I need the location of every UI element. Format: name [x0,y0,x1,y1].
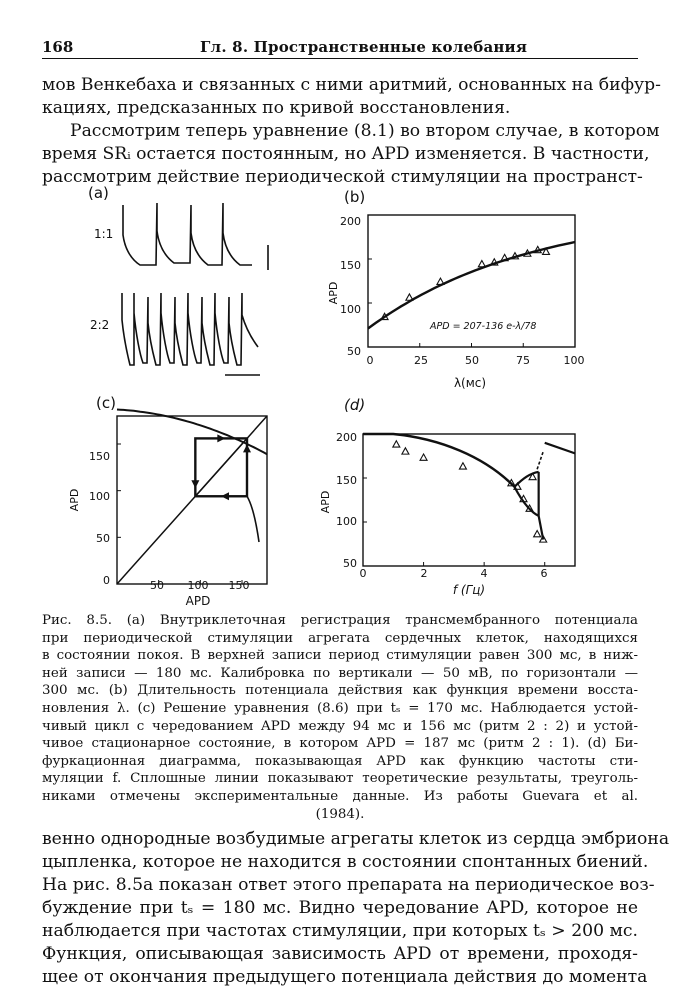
y-tick-label: 100 [89,490,110,503]
x-tick-label: 100 [187,579,209,592]
panel-c-ylabel: APD [68,488,81,512]
text-line: Рассмотрим теперь уравнение (8.1) во втором случае, в котором [70,121,660,141]
caption-line: 300 мс. (b) Длительность потенциала действия как функция времени восста- [42,683,638,699]
panel-c-xlabel: APD [185,594,211,608]
y-tick-label: 200 [336,431,357,444]
panel-a-row1-label: 1:1 [94,227,114,241]
x-tick-label: 4 [480,567,488,580]
top-paragraph [42,74,661,189]
text-line: наблюдается при частотах стимуляции, при которых tₛ > 200 мс. [42,921,638,941]
theory-branch-vertical [539,472,544,540]
panel-d-ylabel: APD [319,490,332,514]
y-tick-label: 100 [340,303,361,316]
panel-b-chart [315,205,605,400]
panel-a-row2-label: 2:2 [90,318,110,332]
data-point-triangle [459,463,466,469]
y-tick-label: 0 [103,574,110,587]
panel-d-xlabel: f (Гц) [452,583,486,597]
caption-line: в состоянии покоя. В верхней записи период стимуляции равен 300 мс, в ниж- [42,648,638,664]
data-point-triangle [402,448,409,454]
x-tick-label: 50 [150,579,164,592]
text-line: мов Венкебаха и связанных с ними аритмий, основанных на бифур- [42,75,661,95]
caption-line: чивое стационарное состояние, в котором APD = 187 мс (ритм 2 : 1). (d) Би- [42,736,638,752]
panel-d-marks [363,434,575,566]
text-line: На рис. 8.5a показан ответ этого препарата на периодическое воз- [42,875,655,895]
panel-a-traces [110,195,280,385]
text-line: буждение при tₛ = 180 мс. Видно чередование APD, которое не [42,898,638,918]
caption-line: новления λ. (c) Решение уравнения (8.6) при tₛ = 170 мс. Наблюдается устой- [42,700,638,716]
caption-line: ней записи — 180 мс. Калибровка по вертикали — 50 мВ, по горизонтали — [42,665,638,681]
theory-branch-right [545,443,575,454]
caption-line: (1984). [315,806,365,822]
panel-b-xlabel: λ(мс) [453,376,487,390]
theory-branch-main [363,434,514,487]
x-tick-label: 100 [563,354,585,367]
text-line: цыпленка, которое не находится в состоянии спонтанных биений. [42,852,649,872]
page-number: 168 [42,38,74,56]
y-tick-label: 200 [340,215,361,228]
text-line: рассмотрим действие периодической стимуляции на пространст- [42,167,643,187]
trajectory-line [247,496,259,542]
text-line: Функция, описывающая зависимость APD от времени, проходя- [42,944,638,964]
text-line: кациях, предсказанных по кривой восстановления. [42,98,511,118]
panel-b-label: (b) [344,188,366,206]
arrow-down-icon [191,480,199,488]
panel-d-label: (d) [344,396,366,414]
trace-1-1 [123,203,252,265]
caption-line: муляции f. Сплошные линии показывают теоретические результаты, треуголь- [42,771,638,787]
cycle-diagonal [195,438,247,496]
x-tick-label: 25 [414,354,428,367]
x-tick-label: 0 [359,567,367,580]
bottom-paragraph [42,828,670,989]
y-tick-label: 50 [347,345,361,358]
header-rule [42,58,638,59]
panel-b-equation: APD = 207-136 e-λ/78 [430,321,537,332]
x-tick-label: 0 [366,354,374,367]
caption-line: при периодической стимуляции агрегата сердечных клеток, находящихся [42,630,638,646]
caption-line: фуркационная диаграмма, показывающая APD как функцию частоты сти- [42,753,638,769]
x-tick-label: 150 [228,579,250,592]
data-point-triangle [406,294,413,300]
data-point-triangle [420,454,427,460]
x-tick-label: 50 [465,354,479,367]
data-point-triangle [437,278,444,284]
figure-caption [42,612,638,823]
theory-branch-dashed [537,452,543,470]
arrow-right-icon [217,434,225,442]
text-line: время SRᵢ остается постоянным, но APD изменяется. В частности, [42,144,650,164]
y-tick-label: 50 [343,557,357,570]
y-tick-label: 100 [336,515,357,528]
x-tick-label: 2 [420,567,428,580]
arrow-left-icon [221,492,229,500]
panel-a-label: (a) [88,184,109,202]
panel-b-ylabel: APD [327,281,340,305]
y-tick-label: 150 [89,450,110,463]
panel-c-marks [117,410,267,585]
caption-line: чивый цикл с чередованием APD между 94 мс и 156 мс (ритм 2 : 2) и устой- [42,718,638,734]
y-tick-label: 150 [340,259,361,272]
y-tick-label: 50 [96,532,110,545]
page-header [42,36,638,60]
caption-line: Рис. 8.5. (a) Внутриклеточная регистрация трансмембранного потенциала [42,613,638,628]
panel-d-chart [315,422,605,600]
text-line: венно однородные возбудимые агрегаты клеток из сердца эмбриона [42,829,670,849]
panel-c-chart [60,408,280,608]
data-point-triangle [534,531,541,537]
x-tick-label: 6 [540,567,548,580]
caption-line: никами отмечены экспериментальные данные. Из работы Guevara et al. [42,788,638,804]
data-point-triangle [393,441,400,447]
data-point-triangle [478,261,485,267]
y-tick-label: 150 [336,474,357,487]
trace-2-2 [122,293,258,365]
running-head: Гл. 8. Пространственные колебания [200,38,528,56]
text-line: щее от окончания предыдущего потенциала действия до момента [42,967,648,987]
x-tick-label: 75 [516,354,530,367]
panel-c-label: (c) [96,394,116,412]
